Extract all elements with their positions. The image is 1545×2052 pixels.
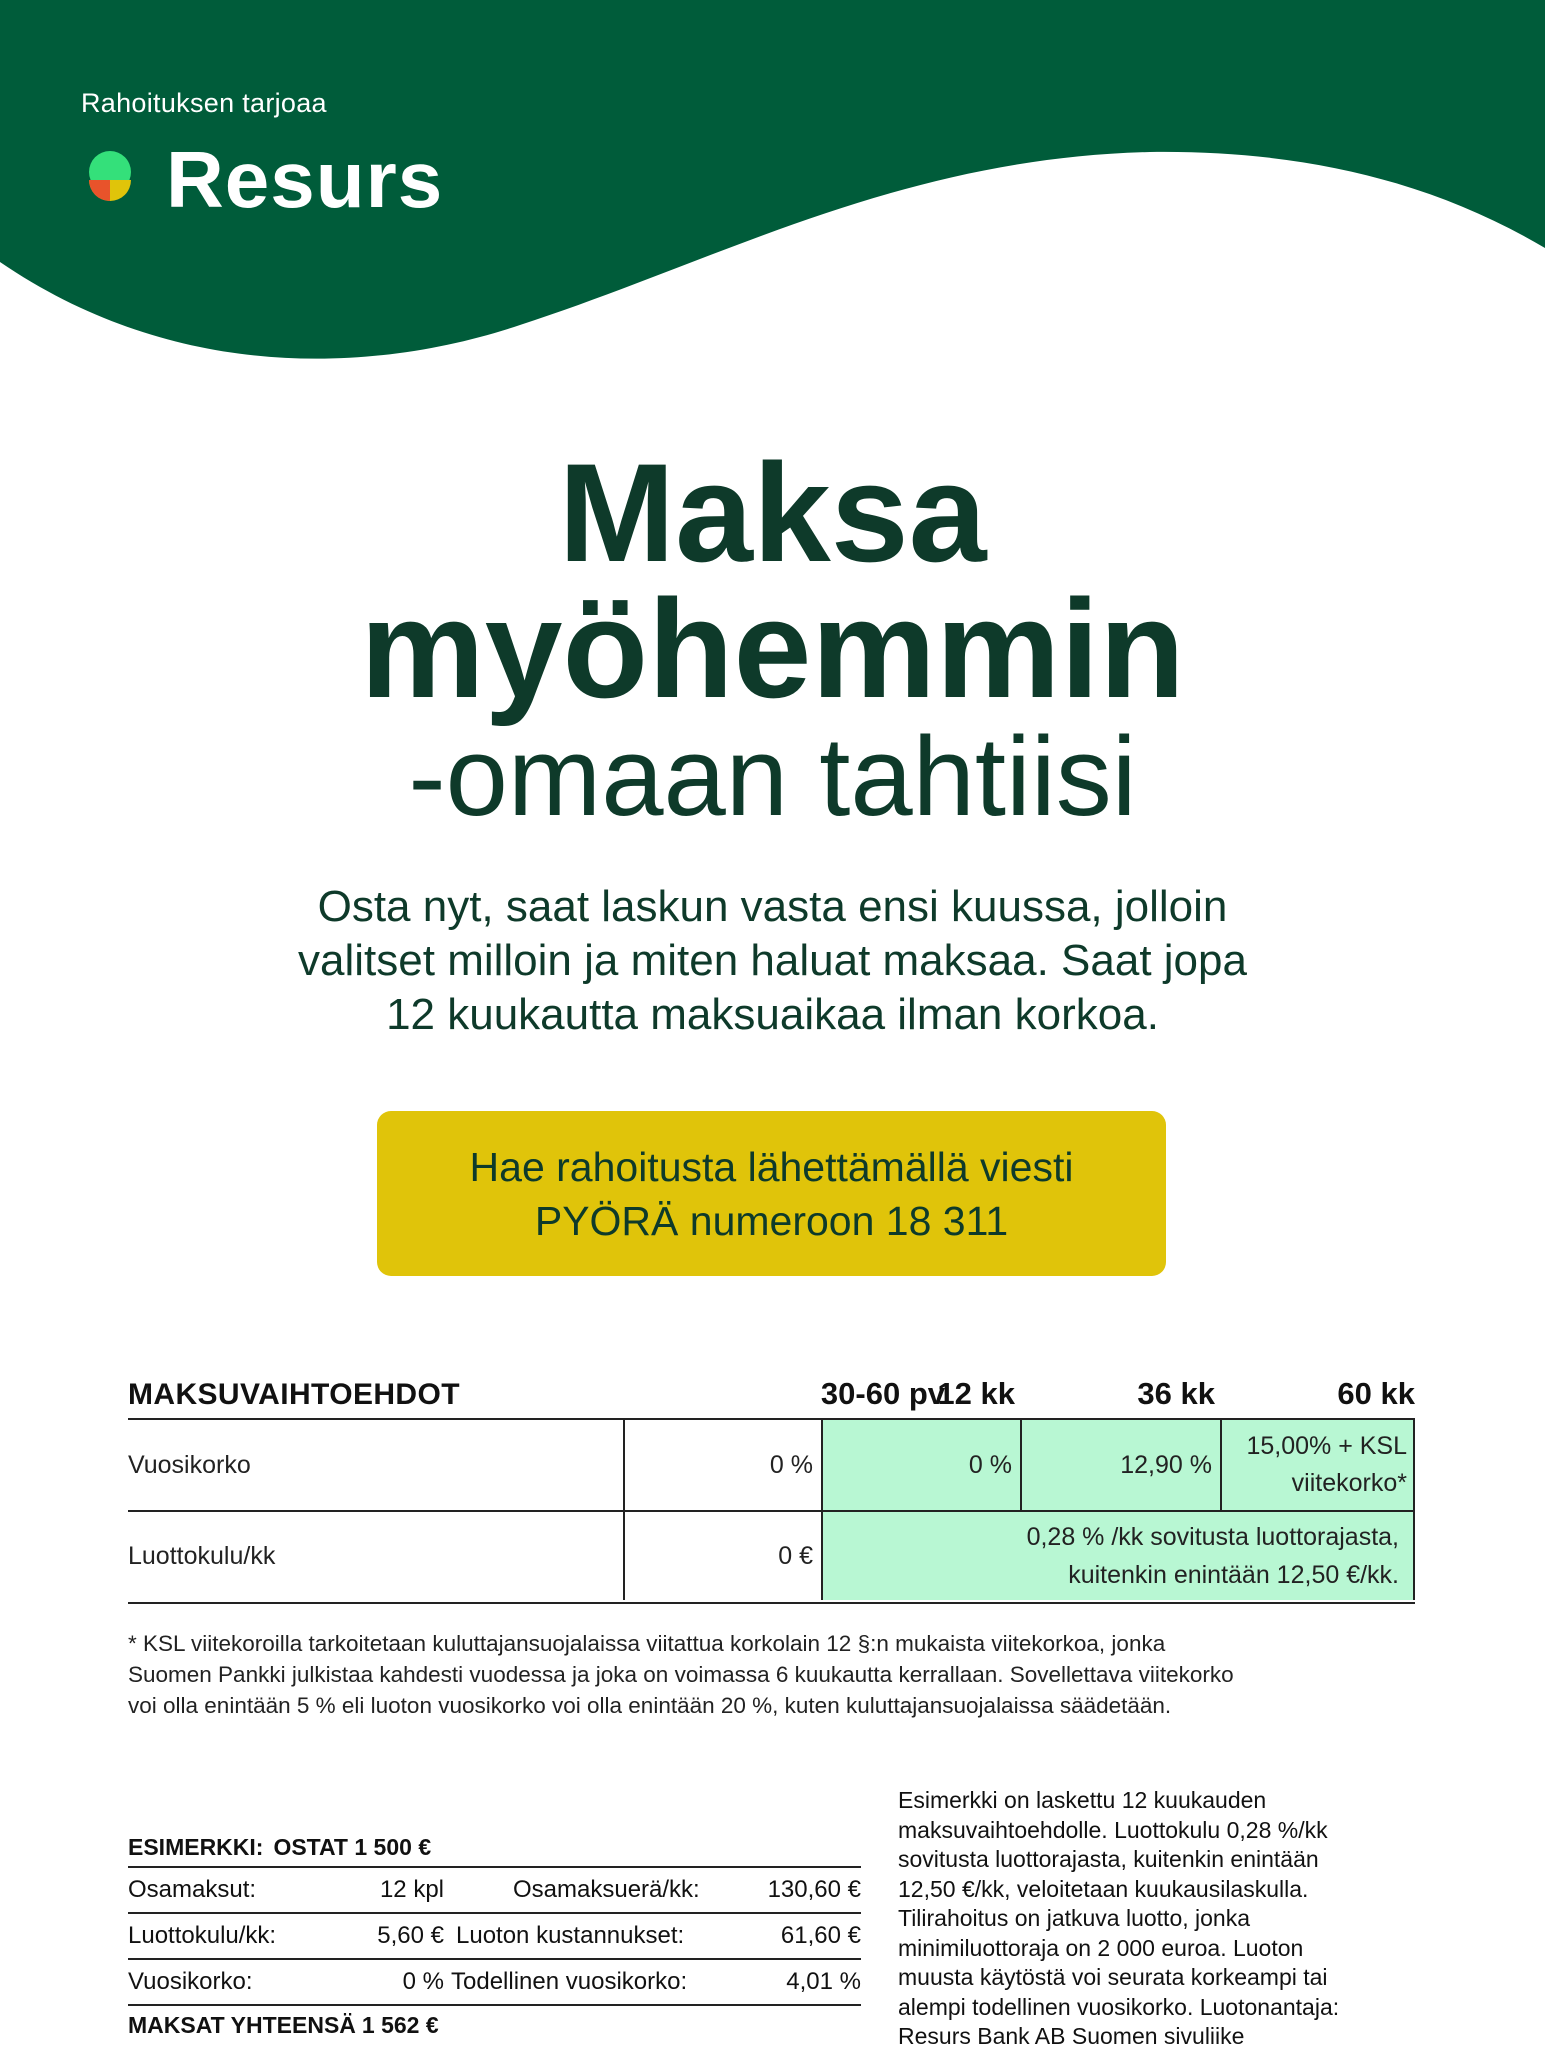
- explanation-line: sovitusta luottorajasta, kuitenkin enintään: [898, 1846, 1319, 1872]
- explanation-line: minimiluottoraja on 2 000 euroa. Luoton: [898, 1934, 1304, 1961]
- cta-line-1: Hae rahoitusta lähettämällä viesti: [469, 1143, 1074, 1190]
- resurs-logo-mark-icon: [80, 150, 140, 210]
- luottokulu-merged-line-2: kuitenkin enintään 12,50 €/kk.: [1068, 1561, 1399, 1589]
- table-title: MAKSUVAIHTOEHDOT: [128, 1378, 460, 1411]
- example-row: [128, 1868, 861, 1914]
- explanation-line: alempi todellinen vuosikorko. Luotonantaja:: [898, 1993, 1340, 2020]
- cell-vuosikorko-36: 12,90 %: [1020, 1420, 1220, 1510]
- example-row-value: 5,60 €: [377, 1922, 444, 1949]
- cell-vuosikorko-60: [1220, 1420, 1415, 1510]
- vuosikorko-60-line-2: viitekorko*: [1291, 1469, 1407, 1497]
- example-row-value-2: 130,60 €: [767, 1876, 861, 1903]
- example-row: [128, 1914, 861, 1960]
- brand-logo: [80, 135, 444, 224]
- column-header-36: 36 kk: [1137, 1376, 1215, 1411]
- footnote-line: * KSL viitekoroilla tarkoitetaan kuluttajansuojalaissa viitattua korkolain 12 §:n mukaista viitekorkoa, jonka: [128, 1631, 1166, 1656]
- cell-luottokulu-merged: [821, 1512, 1415, 1600]
- example-row-value-2: 61,60 €: [780, 1922, 861, 1949]
- example-row-label: Osamaksut:: [128, 1876, 257, 1903]
- payment-options-table: [128, 1368, 1415, 1604]
- cell-luottokulu-30-60: 0 €: [623, 1512, 821, 1600]
- column-header-60: 60 kk: [1337, 1376, 1415, 1411]
- headline-line-1: Maksa: [558, 434, 987, 591]
- example-total: [128, 2006, 861, 2044]
- intro-line: 12 kuukautta maksuaikaa ilman korkoa.: [386, 990, 1159, 1039]
- column-header-12: 12 kk: [937, 1376, 1015, 1411]
- intro-line: valitset milloin ja miten haluat maksaa. Saat jopa: [298, 936, 1247, 985]
- cell-vuosikorko-30-60: 0 %: [623, 1420, 821, 1510]
- ksl-footnote: [128, 1628, 1428, 1721]
- example-label: ESIMERKKI:: [128, 1834, 264, 1860]
- table-body: [128, 1418, 1415, 1604]
- sms-application-callout: [377, 1111, 1166, 1276]
- footnote-line: voi olla enintään 5 % eli luoton vuosikorko voi olla enintään 20 %, kuten kuluttajansuojalaissa säädetään.: [128, 1693, 1172, 1718]
- example-row-label-2: Luoton kustannukset:: [456, 1922, 685, 1949]
- intro-line: Osta nyt, saat laskun vasta ensi kuussa, jolloin: [317, 882, 1228, 931]
- example-purchase: OSTAT 1 500 €: [273, 1834, 432, 1860]
- example-title: [128, 1828, 861, 1868]
- row-label-luottokulu: Luottokulu/kk: [128, 1541, 276, 1570]
- column-header-30-60: 30-60 pv: [820, 1376, 945, 1411]
- example-calculation: [128, 1828, 861, 2044]
- vuosikorko-60-line-1: 15,00% + KSL: [1246, 1432, 1407, 1460]
- example-row: [128, 1960, 861, 2006]
- brand-name: Resurs: [166, 135, 444, 224]
- table-header-row: [128, 1368, 1415, 1418]
- example-row-value: 12 kpl: [379, 1876, 444, 1903]
- example-row-label: Vuosikorko:: [128, 1968, 253, 1995]
- example-row-value-2: 4,01 %: [786, 1968, 861, 1995]
- offered-by-label: Rahoituksen tarjoaa: [81, 88, 327, 118]
- explanation-line: muusta käytöstä voi seurata korkeampi tai: [898, 1964, 1328, 1990]
- example-total-label: MAKSAT YHTEENSÄ: [128, 2012, 356, 2038]
- explanation-line: maksuvaihtoehdolle. Luottokulu 0,28 %/kk: [898, 1816, 1328, 1843]
- intro-text: [150, 880, 1395, 1042]
- example-row-value: 0 %: [402, 1968, 444, 1995]
- row-label-vuosikorko: Vuosikorko: [128, 1450, 251, 1479]
- example-row-label-2: Osamaksuerä/kk:: [513, 1876, 700, 1903]
- headline-line-3: -omaan tahtiisi: [408, 714, 1137, 839]
- headline-line-2: myöhemmin: [360, 570, 1185, 727]
- example-explanation: [898, 1786, 1438, 2052]
- luottokulu-merged-line-1: 0,28 % /kk sovitusta luottorajasta,: [1026, 1523, 1399, 1551]
- example-total-value: 1 562 €: [361, 2012, 439, 2038]
- explanation-line: Tilirahoitus on jatkuva luotto, jonka: [898, 1905, 1251, 1931]
- example-row-label: Luottokulu/kk:: [128, 1922, 277, 1949]
- cell-vuosikorko-12: 0 %: [821, 1420, 1020, 1510]
- footnote-line: Suomen Pankki julkistaa kahdesti vuodessa ja joka on voimassa 6 kuukautta kerrallaan. Sovellettava viitekorko: [128, 1662, 1234, 1687]
- cta-line-2: PYÖRÄ numeroon 18 311: [534, 1197, 1009, 1244]
- explanation-line: Resurs Bank AB Suomen sivuliike: [898, 2023, 1245, 2049]
- explanation-line: 12,50 €/kk, veloitetaan kuukausilaskulla.: [898, 1875, 1309, 1902]
- example-row-label-2: Todellinen vuosikorko:: [451, 1968, 688, 1995]
- explanation-line: Esimerkki on laskettu 12 kuukauden: [898, 1787, 1267, 1813]
